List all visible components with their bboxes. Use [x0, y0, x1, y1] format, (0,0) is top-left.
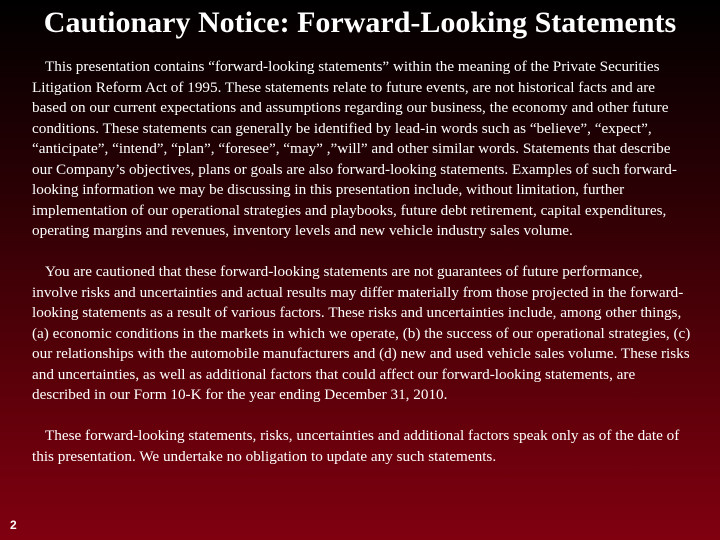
paragraph-no-obligation: These forward-looking statements, risks, uncertainties and additional factors speak only as of the date of this presentation. We undertake no obligation to update any such statements. — [32, 427, 680, 465]
paragraph-forward-looking-definition: This presentation contains “forward-looking statements” within the meaning of the Private Securities Litigation Reform Act of 1995. These statements relate to future events, are not historical facts and are based on our current expectations and assumptions regarding our business, the economy and other future conditions. These statements can generally be identified by lead-in words such as “believe”, “expect”, “anticipate”, “intend”, “plan”, “foresee”, “may” ,”will” and other similar words. Statements that describe our Company’s objectives, plans or goals are also forward-looking statements. Examples of such forward-looking information we may be discussing in this presentation include, without limitation, further implementation of our operational strategies and playbooks, future debt retirement, capital expenditures, operating margins and revenues, inventory levels and new vehicle industry sales volume. — [32, 58, 677, 239]
slide-title: Cautionary Notice: Forward-Looking Statements — [43, 6, 677, 39]
paragraph-risks-and-uncertainties: You are cautioned that these forward-looking statements are not guarantees of future performance, involve risks and uncertainties and actual results may differ materially from those projected in the forward-looking statements as a result of various factors. These risks and uncertainties include, among other things, (a) economic conditions in the markets in which we operate, (b) the success of our operational strategies, (c) our relationships with the automobile manufacturers and (d) new and used vehicle sales volume. These risks and uncertainties, as well as additional factors that could affect our forward-looking statements, are described in our Form 10-K for the year ending December 31, 2010. — [32, 263, 691, 403]
slide-body — [32, 57, 692, 488]
page-number: 2 — [10, 518, 17, 532]
